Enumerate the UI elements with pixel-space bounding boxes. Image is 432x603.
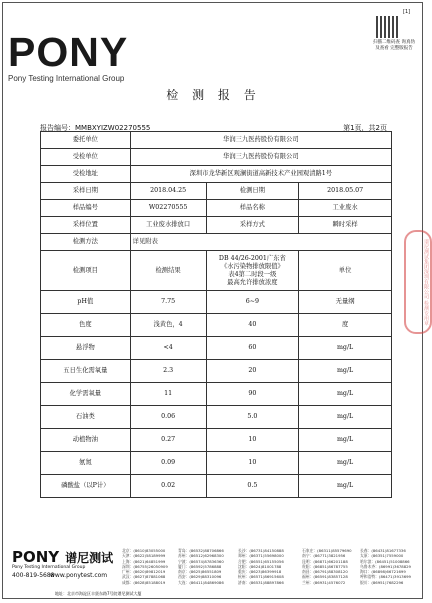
table-cell: mg/L <box>299 360 392 383</box>
result-row <box>41 475 392 498</box>
table-cell: mg/L <box>299 337 392 360</box>
footer-logo: PONY 谱尼测试 <box>12 548 114 566</box>
table-cell: 检测结果 <box>130 251 206 291</box>
table-cell: 0.02 <box>130 475 206 498</box>
branch-contact: 成都：(8628)85188019 <box>122 579 166 585</box>
branch-contact: 哈尔滨：(86451)51008866 <box>360 558 410 564</box>
table-cell: 40 <box>206 314 299 337</box>
footer-col-4 <box>302 548 352 585</box>
header-row <box>41 251 392 291</box>
table-cell: 委托单位 <box>41 132 131 149</box>
table-cell: 2.3 <box>130 360 206 383</box>
branch-contact: 石家庄：(86311)85579690 <box>302 548 352 553</box>
branch-contact: 太原：(86351)7559000 <box>360 553 404 559</box>
footer-col-1 <box>122 548 168 585</box>
result-row <box>41 314 392 337</box>
page-info: 第1页，共2页 <box>343 124 387 132</box>
report-title: 检 测 报 告 <box>166 88 261 102</box>
table-cell: 华润三九医药股份有限公司 <box>130 132 391 149</box>
table-cell: 色度 <box>41 314 131 337</box>
logo-subtitle: Pony Testing International Group <box>8 74 125 83</box>
table-cell: 检测项目 <box>41 251 131 291</box>
table-cell: 磷酸盐（以P计） <box>41 475 131 498</box>
table-cell: 0.06 <box>130 406 206 429</box>
branch-contact: 郑州：(86371)55698000 <box>238 553 284 559</box>
table-cell: 样品名称 <box>206 200 299 217</box>
table-cell: 11 <box>130 383 206 406</box>
branch-contact: 武汉：(8627)87881068 <box>122 574 166 580</box>
branch-contact: 南京：(8625)86551809 <box>178 569 222 575</box>
table-cell: 0.5 <box>206 475 299 498</box>
table-cell: pH值 <box>41 291 131 314</box>
pair-row <box>41 200 392 217</box>
branch-contact: 南宁：(86771)3821956 <box>302 553 346 559</box>
footer-hotline: 400-819-5688 <box>12 572 55 579</box>
branch-contact: 呼和浩特：(86471)3913699 <box>360 574 411 580</box>
table-cell: 五日生化需氧量 <box>41 360 131 383</box>
table-cell: 60 <box>206 337 299 360</box>
table-cell: 6~9 <box>206 291 299 314</box>
pair-row <box>41 217 392 234</box>
standard-line: 《水污染物排放限值》 <box>220 262 284 270</box>
table-cell: 石油类 <box>41 406 131 429</box>
info-row <box>41 149 392 166</box>
pair-row <box>41 183 392 200</box>
table-cell: mg/L <box>299 429 392 452</box>
table-cell: 0.27 <box>130 429 206 452</box>
branch-contact: 长沙：(86731)84150888 <box>238 548 284 553</box>
standard-line: 最高允许排放浓度 <box>227 278 278 286</box>
result-row <box>41 360 392 383</box>
result-row <box>41 406 392 429</box>
table-cell: 采样位置 <box>41 217 131 234</box>
table-cell: 20 <box>206 360 299 383</box>
table-cell: 单位 <box>299 251 392 291</box>
qr-caption: 扫描二维码查 询真伪及查看 完整版报告 <box>373 40 415 51</box>
table-cell: <4 <box>130 337 206 360</box>
table-cell: 2018.04.25 <box>130 183 206 200</box>
table-cell: 深圳市龙华新区观澜街道高新技术产业园观清路1号 <box>130 166 391 183</box>
branch-contact: 长春：(86431)81677336 <box>360 548 406 553</box>
report-number: 报告编号：MMBXYIZW02270555 <box>40 124 151 132</box>
branch-contact: 昆明：(86871)66201188 <box>302 558 348 564</box>
standard-header <box>206 251 299 291</box>
table-cell: mg/L <box>299 475 392 498</box>
branch-contact: 杭州：(86571)86915608 <box>238 574 284 580</box>
table-cell: 受检地址 <box>41 166 131 183</box>
branch-contact: 西安：(8629)88310096 <box>178 574 222 580</box>
branch-contact: 北京：(8610)83055000 <box>122 548 166 553</box>
footer-col-3 <box>238 548 284 585</box>
branch-contact: 上海：(8621)64851999 <box>122 558 166 564</box>
branch-contact: 济南：(86531)88897866 <box>238 579 284 585</box>
table-cell: 工业废水 <box>299 200 392 217</box>
branch-contact: 贵阳：(86851)86787755 <box>302 563 348 569</box>
branch-contact: 乌鲁木齐：(86991)3678829 <box>360 563 411 569</box>
table-cell: 化学需氧量 <box>41 383 131 406</box>
branch-contact: 沈阳：(8624)81001788 <box>238 563 282 569</box>
table-cell: 2018.05.07 <box>299 183 392 200</box>
table-cell: 无量纲 <box>299 291 392 314</box>
table-cell: 检测日期 <box>206 183 299 200</box>
branch-contact: 重庆：(8623)86399918 <box>238 569 282 575</box>
standard-line: DB 44/26-2001广东省 <box>218 254 286 262</box>
official-seal: 谱尼测试集团深圳有限公司 检测专用章 <box>404 230 432 334</box>
result-row <box>41 291 392 314</box>
footer-website: www.ponytest.com <box>50 572 108 579</box>
branch-contact: 合肥：(86551)65155056 <box>238 558 284 564</box>
result-row <box>41 337 392 360</box>
result-row <box>41 383 392 406</box>
result-row <box>41 452 392 475</box>
footer-col-5 <box>360 548 411 585</box>
table-cell: mg/L <box>299 383 392 406</box>
footer-address: 地址：北京市海淀区丰贤东路7号院谱尼测试大厦 <box>55 591 142 596</box>
branch-contact: 广州：(8620)89812019 <box>122 569 166 575</box>
info-row <box>41 166 392 183</box>
info-row <box>41 132 392 149</box>
branch-contact: 厦门：(86592)5786888 <box>178 563 222 569</box>
standard-line: 表4第二时段一级 <box>228 270 277 278</box>
branch-contact: 大连：(86411)84869086 <box>178 579 224 585</box>
branch-contact: 福州：(86591)83857128 <box>302 574 348 580</box>
table-cell: 采样日期 <box>41 183 131 200</box>
table-cell: 详见附表 <box>130 234 391 251</box>
branch-contact: 青岛：(86532)88706866 <box>178 548 224 553</box>
table-cell: 5.0 <box>206 406 299 429</box>
branch-contact: 苏州：(86512)62968300 <box>178 553 224 559</box>
table-cell: 氨氮 <box>41 452 131 475</box>
table-cell: mg/L <box>299 452 392 475</box>
branch-contact: 深圳：(86755)26050909 <box>122 563 168 569</box>
table-cell: W02270555 <box>130 200 206 217</box>
branch-contact: 海口：(86898)66721699 <box>360 569 406 575</box>
method-row <box>41 234 392 251</box>
table-cell: 采样方式 <box>206 217 299 234</box>
table-cell: 动植物油 <box>41 429 131 452</box>
table-cell: 10 <box>206 452 299 475</box>
table-cell: 工业废水排放口 <box>130 217 206 234</box>
table-cell: mg/L <box>299 406 392 429</box>
table-cell: 华润三九医药股份有限公司 <box>130 149 391 166</box>
branch-contact: 南昌：(86791)88308120 <box>302 569 348 575</box>
table-cell: 0.09 <box>130 452 206 475</box>
table-cell: 检测方法 <box>41 234 131 251</box>
result-row <box>41 429 392 452</box>
footer <box>0 544 427 599</box>
table-cell: 受检单位 <box>41 149 131 166</box>
company-logo <box>8 29 129 83</box>
table-cell: 浅黄色，4 <box>130 314 206 337</box>
branch-contact: 银川：(86951)7682296 <box>360 579 404 585</box>
footer-col-2 <box>178 548 224 585</box>
table-cell: 10 <box>206 429 299 452</box>
branch-contact: 天津：(8622)58189999 <box>122 553 166 559</box>
table-cell: 瞬时采样 <box>299 217 392 234</box>
footer-subtitle: Pony Testing International Group <box>12 565 86 570</box>
logo-main: PONY <box>8 29 129 75</box>
report-table <box>40 131 392 498</box>
table-cell: 7.75 <box>130 291 206 314</box>
branch-contact: 宁波：(86574)87836360 <box>178 558 224 564</box>
table-cell: 悬浮物 <box>41 337 131 360</box>
table-cell: 样品编号 <box>41 200 131 217</box>
table-cell: 90 <box>206 383 299 406</box>
qr-code-icon <box>376 16 398 38</box>
page-mark: [1] <box>403 9 411 15</box>
branch-contact: 兰州：(86931)4576072 <box>302 579 346 585</box>
table-cell: 度 <box>299 314 392 337</box>
